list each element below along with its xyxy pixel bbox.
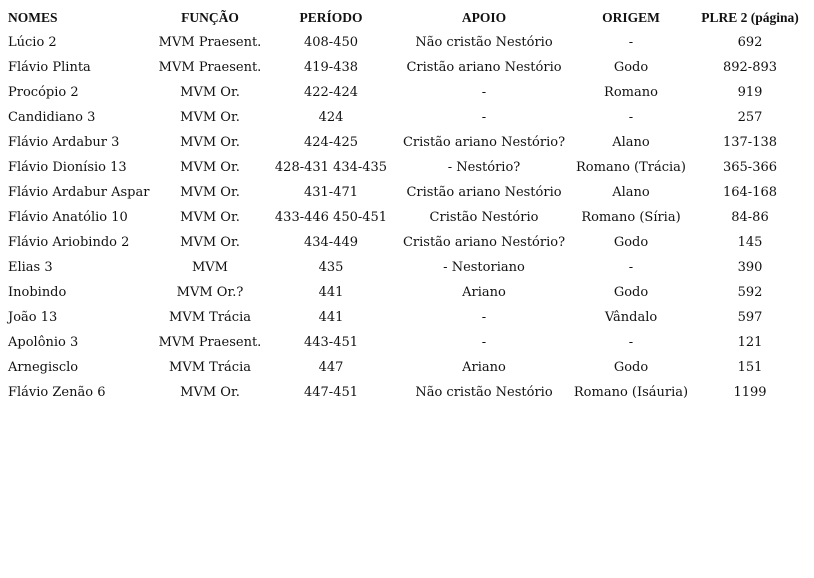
cell-plre: 151 (737, 360, 763, 375)
cell-apoio: - Nestório? (447, 160, 521, 175)
cell-origem: Romano (Síria) (581, 210, 681, 225)
cell-plre: 919 (737, 85, 763, 100)
cell-funcao: MVM Or. (180, 110, 240, 125)
cell-plre: 145 (737, 235, 763, 250)
header-apoio: APOIO (461, 9, 507, 25)
cell-periodo: 419-438 (303, 60, 359, 75)
cell-origem: - (628, 335, 634, 350)
cell-funcao: MVM Trácia (169, 360, 251, 375)
cell-nome: Inobindo (8, 285, 67, 300)
cell-nome: Candidiano 3 (8, 110, 96, 125)
cell-nome: Flávio Anatólio 10 (8, 210, 128, 225)
cell-plre: 390 (737, 260, 763, 275)
cell-periodo: 434-449 (303, 235, 359, 250)
cell-origem: Alano (612, 135, 650, 150)
cell-apoio: Não cristão Nestório (415, 385, 553, 400)
cell-plre: 692 (737, 35, 763, 50)
cell-funcao: MVM Or. (180, 385, 240, 400)
cell-funcao: MVM (191, 260, 228, 275)
cell-periodo: 408-450 (303, 35, 359, 50)
cell-funcao: MVM Or. (180, 185, 240, 200)
cell-periodo: 422-424 (303, 85, 359, 100)
header-plre: PLRE 2 (página) (701, 9, 799, 25)
header-funcao: FUNÇÃO (181, 9, 239, 25)
cell-funcao: MVM Or. (180, 85, 240, 100)
cell-origem: Godo (613, 285, 649, 300)
cell-nome: Flávio Ardabur 3 (8, 135, 120, 150)
cell-funcao: MVM Or. (180, 160, 240, 175)
cell-periodo: 441 (318, 310, 344, 325)
cell-origem: - (628, 110, 634, 125)
cell-funcao: MVM Or. (180, 235, 240, 250)
cell-nome: João 13 (8, 310, 58, 325)
table-row (4, 280, 810, 305)
cell-plre: 84-86 (731, 210, 769, 225)
cell-apoio: Cristão ariano Nestório (406, 185, 562, 200)
cell-apoio: Cristão ariano Nestório? (402, 235, 566, 250)
header-row (4, 5, 810, 30)
cell-plre: 1199 (733, 385, 767, 400)
cell-apoio: - (481, 310, 487, 325)
cell-periodo: 433-446 450-451 (274, 210, 388, 225)
cell-plre: 257 (737, 110, 763, 125)
cell-nome: Apolônio 3 (8, 335, 79, 350)
cell-funcao: MVM Or. (180, 135, 240, 150)
cell-plre: 137-138 (722, 135, 778, 150)
cell-origem: Godo (613, 360, 649, 375)
cell-funcao: MVM Or.? (176, 285, 244, 300)
header-origem: ORIGEM (602, 9, 660, 25)
cell-nome: Flávio Plinta (8, 60, 91, 75)
cell-origem: Godo (613, 235, 649, 250)
cell-nome: Lúcio 2 (8, 35, 57, 50)
cell-funcao: MVM Praesent. (158, 60, 262, 75)
cell-periodo: 431-471 (303, 185, 359, 200)
cell-nome: Flávio Dionísio 13 (8, 160, 127, 175)
table-row (4, 230, 810, 255)
table-row (4, 80, 810, 105)
cell-origem: Romano (604, 85, 658, 100)
header-periodo: PERÍODO (299, 9, 363, 25)
table-row (4, 130, 810, 155)
table-row (4, 255, 810, 280)
cell-apoio: Ariano (462, 285, 506, 300)
cell-apoio: - Nestoriano (443, 260, 525, 275)
header-nomes: NOMES (8, 9, 58, 25)
cell-plre: 164-168 (722, 185, 778, 200)
data-table (4, 5, 810, 405)
cell-nome: Flávio Zenão 6 (8, 385, 106, 400)
cell-apoio: Cristão ariano Nestório? (402, 135, 566, 150)
cell-periodo: 424-425 (303, 135, 359, 150)
cell-plre: 365-366 (722, 160, 778, 175)
cell-periodo: 424 (318, 110, 344, 125)
cell-nome: Flávio Ariobindo 2 (8, 235, 130, 250)
table-row (4, 55, 810, 80)
table-row (4, 180, 810, 205)
cell-periodo: 443-451 (303, 335, 359, 350)
cell-apoio: - (481, 110, 487, 125)
cell-funcao: MVM Or. (180, 210, 240, 225)
cell-origem: Romano (Trácia) (576, 160, 686, 175)
cell-plre: 592 (737, 285, 763, 300)
cell-apoio: Ariano (462, 360, 506, 375)
cell-origem: - (628, 260, 634, 275)
table-row (4, 380, 810, 405)
cell-apoio: Não cristão Nestório (415, 35, 553, 50)
cell-origem: Vândalo (604, 310, 658, 325)
cell-origem: - (628, 35, 634, 50)
cell-funcao: MVM Praesent. (158, 335, 262, 350)
cell-funcao: MVM Praesent. (158, 35, 262, 50)
cell-apoio: Cristão Nestório (429, 210, 539, 225)
cell-periodo: 447 (318, 360, 344, 375)
cell-origem: Godo (613, 60, 649, 75)
cell-apoio: - (481, 85, 487, 100)
table-row (4, 205, 810, 230)
cell-nome: Elias 3 (8, 260, 53, 275)
cell-periodo: 447-451 (303, 385, 359, 400)
table-row (4, 305, 810, 330)
cell-apoio: Cristão ariano Nestório (406, 60, 562, 75)
cell-plre: 597 (737, 310, 763, 325)
table-row (4, 355, 810, 380)
cell-origem: Alano (612, 185, 650, 200)
cell-nome: Procópio 2 (8, 85, 79, 100)
cell-nome: Arnegisclo (8, 360, 79, 375)
cell-plre: 892-893 (722, 60, 778, 75)
cell-plre: 121 (737, 335, 763, 350)
table-row (4, 330, 810, 355)
cell-periodo: 441 (318, 285, 344, 300)
cell-funcao: MVM Trácia (169, 310, 251, 325)
cell-origem: Romano (Isáuria) (573, 385, 689, 400)
cell-nome: Flávio Ardabur Aspar (8, 185, 150, 200)
table-row (4, 30, 810, 55)
cell-periodo: 428-431 434-435 (274, 160, 388, 175)
cell-apoio: - (481, 335, 487, 350)
table-body (4, 30, 810, 405)
table-row (4, 105, 810, 130)
cell-periodo: 435 (318, 260, 344, 275)
table-row (4, 155, 810, 180)
